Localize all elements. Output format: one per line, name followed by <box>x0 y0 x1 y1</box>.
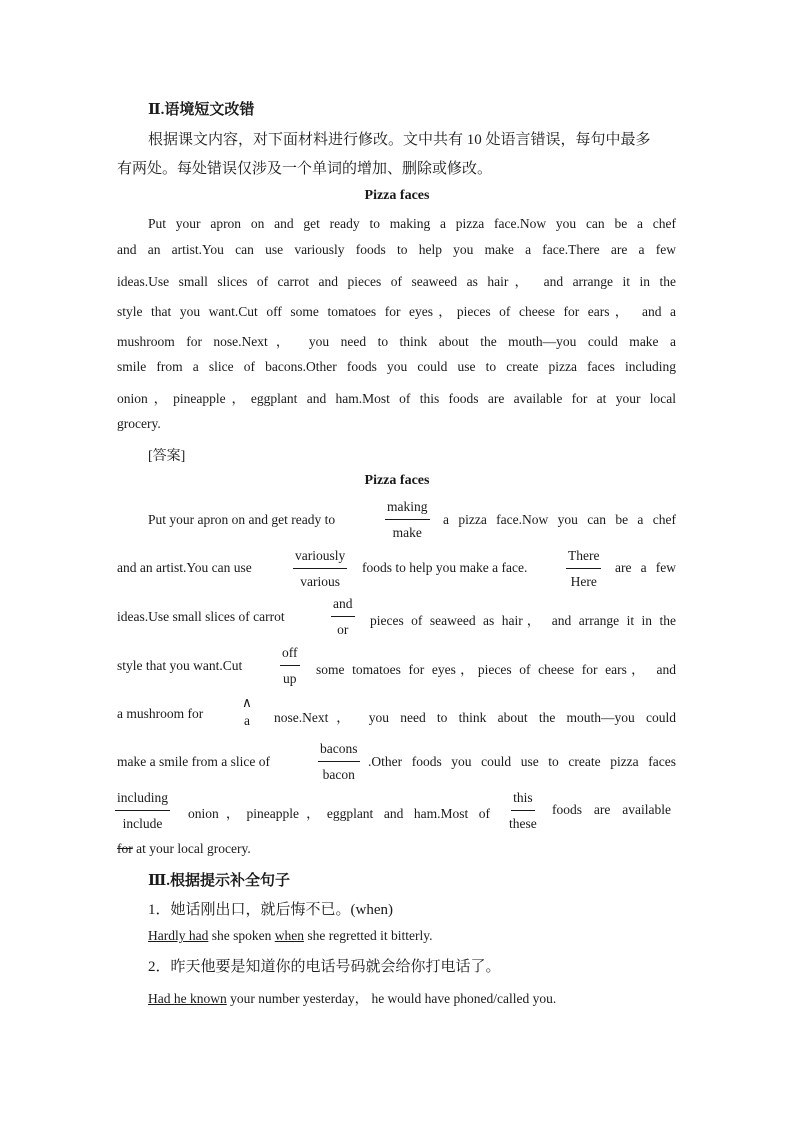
answer-text: she spoken <box>211 928 272 943</box>
correction-3 <box>566 549 601 588</box>
answer-text: ideas.Use small slices of carrot <box>117 609 285 624</box>
passage-line: Put your apron on and get ready to making a pizza face.Now you can be a chef <box>148 216 676 231</box>
answer-text: a pizza face.Now you can be a chef <box>443 512 676 527</box>
answer-blank: Had he known <box>148 991 227 1006</box>
answer-text: nose.Next， you need to think about the mouth—you could <box>274 710 676 725</box>
answer-text: your number yesterday， he would have phoned/called you. <box>230 991 557 1006</box>
correction-right: include <box>122 815 163 831</box>
passage-line: ideas.Use small slices of carrot and pieces of seaweed as hair， and arrange it in the <box>117 274 676 289</box>
answer-text: and an artist.You can use <box>117 560 252 575</box>
correction-10-deleted: for <box>117 841 133 856</box>
passage-line: and an artist.You can use variously foods to help you make a face.There are a few <box>117 242 676 257</box>
correction-right: Here <box>570 573 597 589</box>
correction-wrong: this <box>511 791 535 811</box>
correction-4 <box>331 597 355 636</box>
passage-line: style that you want.Cut off some tomatoes for eyes，pieces of cheese for ears， and a <box>117 304 676 319</box>
answer-text: foods to help you make a face. <box>362 560 528 575</box>
correction-right: various <box>300 573 340 589</box>
correction-right: bacon <box>322 766 355 782</box>
passage-line: grocery. <box>117 416 161 431</box>
section-heading-3: Ⅲ.根据提示补全句子 <box>148 873 291 889</box>
correction-2 <box>293 549 347 588</box>
answer-text: are a few <box>615 560 676 575</box>
correction-wrong: making <box>385 500 430 520</box>
answer-text: foods are available <box>552 802 671 817</box>
correction-right: or <box>337 621 349 637</box>
question-2: 2．昨天他要是知道你的电话号码就会给你打电话了。 <box>148 959 501 975</box>
correction-8 <box>115 791 170 830</box>
question-1: 1．她话刚出口，就后悔不已。(when) <box>148 902 393 918</box>
passage-title: Pizza faces <box>364 188 430 203</box>
answer-2 <box>148 987 556 1007</box>
answer-text: onion，pineapple，eggplant and ham.Most of <box>188 806 490 821</box>
correction-right: these <box>509 815 537 831</box>
section-heading-2: Ⅱ.语境短文改错 <box>148 102 255 118</box>
answer-1 <box>148 928 432 944</box>
passage-line: mushroom for nose.Next， you need to think about the mouth—you could make a <box>117 334 676 349</box>
correction-5 <box>280 646 300 685</box>
correction-right: make <box>392 524 422 540</box>
answer-text: .Other foods you could use to create pizza faces <box>368 754 676 769</box>
correction-wrong: bacons <box>318 742 360 762</box>
instruction-line-1: 根据课文内容，对下面材料进行修改。文中共有 10 处语言错误，每句中最多 <box>148 132 651 148</box>
correction-7 <box>318 742 360 781</box>
correction-wrong: including <box>115 791 170 811</box>
answer-title: Pizza faces <box>364 473 430 488</box>
correction-1 <box>385 500 430 539</box>
instruction-line-2: 有两处。每处错误仅涉及一个单词的增加、删除或修改。 <box>117 161 493 177</box>
answer-blank: Hardly had <box>148 928 209 943</box>
answer-text: Put your apron on and get ready to <box>148 512 336 527</box>
insert-caret: ∧ <box>242 695 252 710</box>
answer-text: make a smile from a slice of <box>117 754 270 769</box>
answer-label: [答案] <box>148 449 186 464</box>
answer-text: style that you want.Cut <box>117 658 243 673</box>
correction-wrong: There <box>566 549 601 569</box>
answer-blank: when <box>274 928 304 943</box>
correction-6 <box>240 696 254 727</box>
answer-text: at your local grocery. <box>136 841 251 856</box>
passage-line: smile from a slice of bacons.Other foods you could use to create pizza faces including <box>117 359 676 374</box>
answer-text: she regretted it bitterly. <box>307 928 433 943</box>
correction-wrong: off <box>280 646 300 666</box>
correction-9 <box>509 791 537 830</box>
correction-right: up <box>283 670 297 686</box>
correction-wrong: and <box>331 597 355 617</box>
answer-text: pieces of seaweed as hair， and arrange it in the <box>370 613 676 628</box>
answer-text: a mushroom for <box>117 706 204 721</box>
correction-right: a <box>243 712 250 728</box>
passage-line: onion，pineapple，eggplant and ham.Most of this foods are available for at your local <box>117 391 676 406</box>
answer-final-line <box>117 841 251 857</box>
answer-text: some tomatoes for eyes，pieces of cheese for ears， and <box>316 662 676 677</box>
correction-wrong: variously <box>293 549 347 569</box>
